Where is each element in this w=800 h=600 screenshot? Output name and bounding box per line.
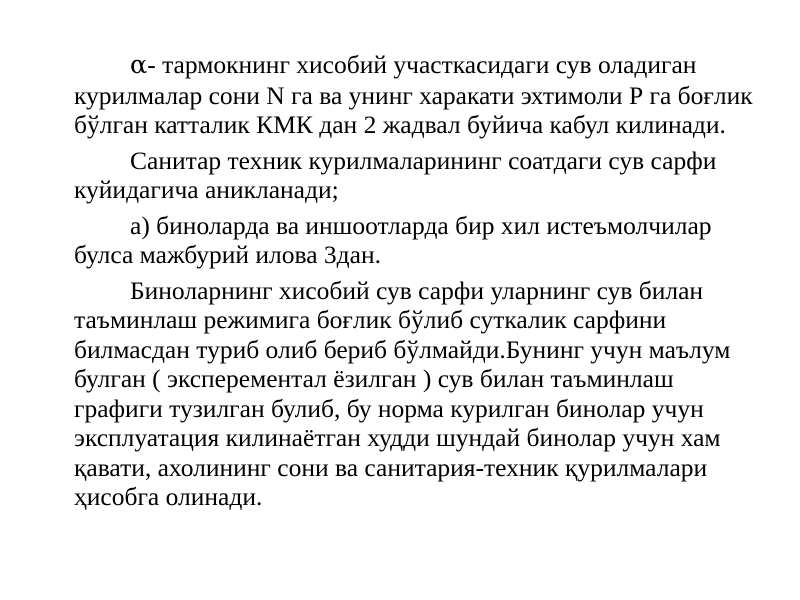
paragraph-item-a: а) биноларда ва иншоотларда бир хил истеъмолчилар булса мажбурий илова 3дан. bbox=[74, 210, 712, 269]
alpha-symbol: α bbox=[130, 50, 148, 80]
paragraph-building-water-consumption: Биноларнинг хисобий сув сарфи уларнинг сув билан таъминлаш режимига боғлик бўлиб суткалик сарфини билмасдан туриб олиб бериб бўлмайди.Бунинг учун маълум булган ( эксперементал ёзилган ) сув билан таъминлаш графиги тузилган булиб, бу норма курилган бинолар учун эксплуатация килинаётган худди шундай бинолар учун хам қавати, ахолининг сони ва санитария-техник қурилмалари ҳисобга олинади. bbox=[74, 275, 731, 511]
paragraph-sanitary-water-use: Санитар техник курилмаларининг соатдаги сув сарфи куйидагича аникланади; bbox=[74, 145, 717, 204]
paragraph-alpha-coefficient bbox=[74, 50, 754, 140]
paragraph-text: - тармокнинг хисобий участкасидаги сув оладиган курилмалар сони N га ва унинг харакати эхтимоли Р га боғлик бўлган катталик КМК дан 2 жадвал буйича кабул килинади. bbox=[74, 50, 753, 139]
document-body bbox=[74, 50, 754, 518]
